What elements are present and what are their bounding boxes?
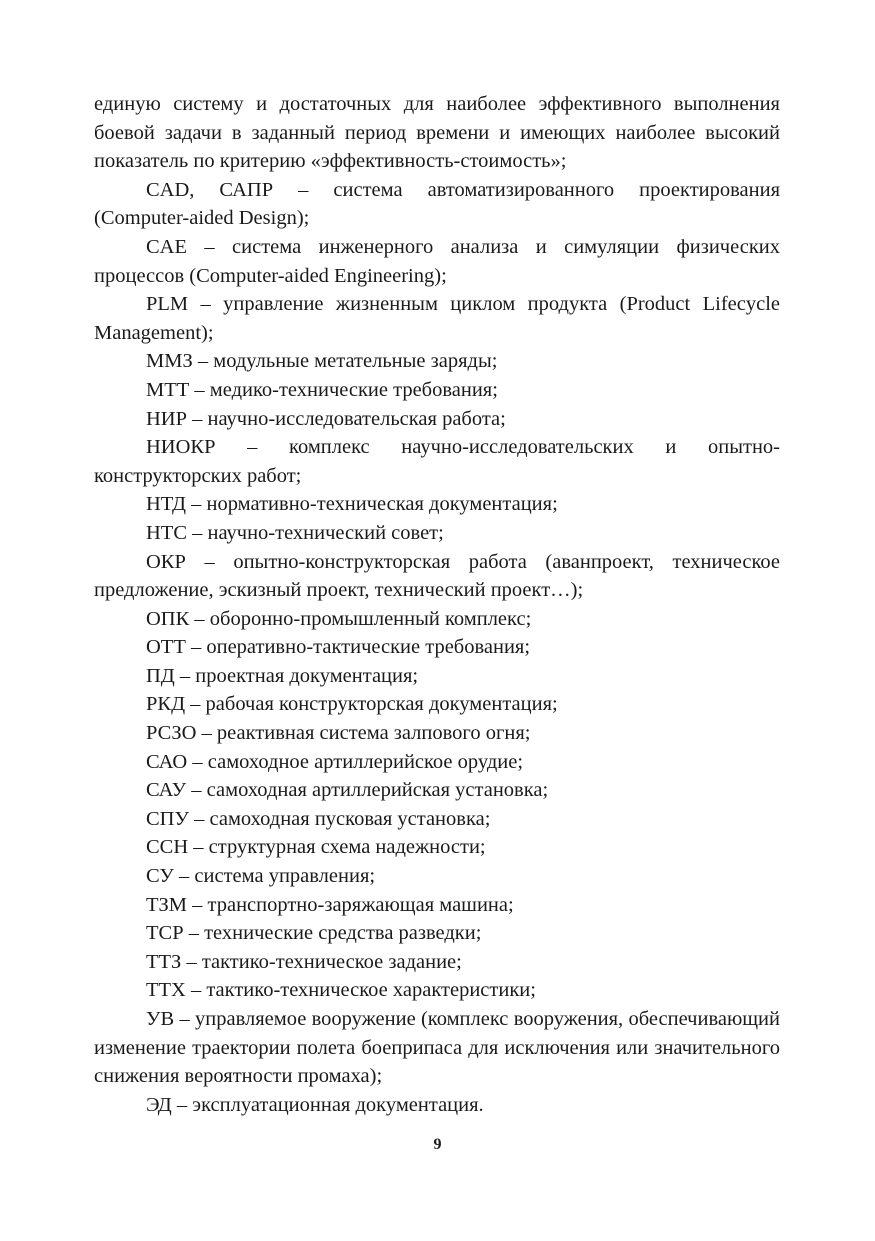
abbreviation-nir: НИР – научно-исследовательская работа; xyxy=(146,407,506,430)
abbreviation-rszo: РСЗО – реактивная система залпового огня; xyxy=(146,722,531,745)
abbreviation-sao: САО – самоходное артиллерийское орудие; xyxy=(146,750,524,773)
abbreviation-ntd: НТД – нормативно-техническая документация; xyxy=(146,493,558,516)
abbreviation-nts: НТС – научно-технический совет; xyxy=(146,521,444,544)
abbreviation-cae: CAE – система инженерного анализа и симуляции физических процессов (Computer-aided Engineering); xyxy=(94,235,780,287)
abbreviation-pd: ПД – проектная документация; xyxy=(146,664,419,687)
abbreviation-tth: ТТХ – тактико-техническое характеристики; xyxy=(146,979,536,1002)
abbreviation-spu: СПУ – самоходная пусковая установка; xyxy=(146,807,491,830)
abbreviation-niokr: НИОКР – комплекс научно-исследовательских и опытно-конструкторских работ; xyxy=(94,436,780,487)
abbreviation-ttz: ТТЗ – тактико-техническое задание; xyxy=(146,950,462,973)
abbreviation-ott: ОТТ – оперативно-тактические требования; xyxy=(146,636,531,659)
abbreviation-su: СУ – система управления; xyxy=(146,865,376,888)
abbreviation-plm: PLM – управление жизненным циклом продукта (Product Lifecycle Management); xyxy=(94,293,780,344)
abbreviation-mmz: ММЗ – модульные метательные заряды; xyxy=(146,350,498,373)
abbreviation-ssn: ССН – структурная схема надежности; xyxy=(146,836,486,859)
abbreviation-opk: ОПК – оборонно-промышленный комплекс; xyxy=(146,607,532,630)
abbreviation-mtt: МТТ – медико-технические требования; xyxy=(146,378,498,401)
abbreviation-uv: УВ – управляемое вооружение (комплекс вооружения, обеспечивающий изменение траектории полета боеприпаса для исключения или значительного снижения вероятности промаха); xyxy=(94,1008,780,1088)
abbreviation-rkd: РКД – рабочая конструкторская документация; xyxy=(146,693,558,716)
abbreviation-tzm: ТЗМ – транспортно-заряжающая машина; xyxy=(146,893,514,916)
abbreviation-sau: САУ – самоходная артиллерийская установка; xyxy=(146,779,549,802)
abbreviation-cad: CAD, САПР – система автоматизированного проектирования (Computer-aided Design); xyxy=(94,178,780,230)
abbreviation-tsr: ТСР – технические средства разведки; xyxy=(146,922,482,945)
abbreviation-okr: ОКР – опытно-конструкторская работа (аванпроект, техническое предложение, эскизный проект, технический проект…); xyxy=(94,550,780,602)
page-number: 9 xyxy=(433,1136,442,1153)
document-body xyxy=(94,90,780,1119)
paragraph-continuation: единую систему и достаточных для наиболее эффективного выполнения боевой задачи в заданный период времени и имеющих наиболее высокий показатель по критерию «эффективность-стоимость»; xyxy=(94,93,780,173)
abbreviation-ed: ЭД – эксплуатационная документация. xyxy=(146,1093,484,1116)
